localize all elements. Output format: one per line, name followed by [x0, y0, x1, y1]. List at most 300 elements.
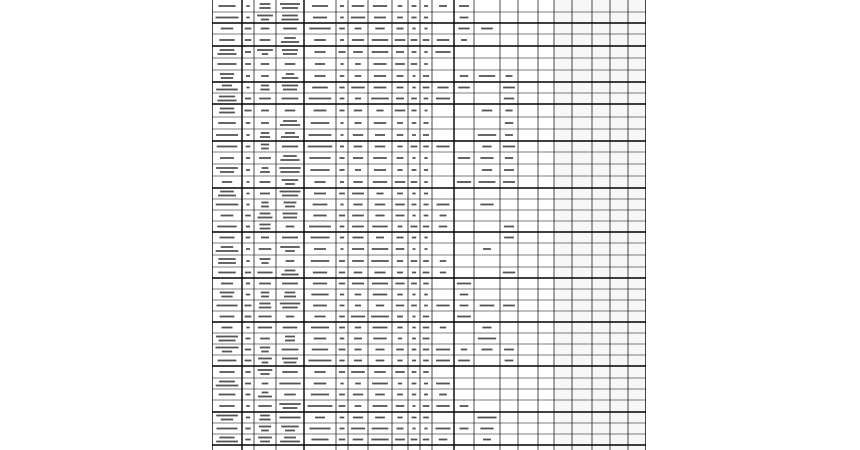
cell-text-smudge: [219, 405, 234, 407]
cell-text-smudge: [259, 426, 271, 428]
cell-text-smudge: [339, 394, 345, 396]
cell-text-smudge: [339, 316, 345, 318]
cell-text-smudge: [284, 437, 296, 439]
cell-text-smudge: [308, 405, 333, 407]
cell-text-smudge: [371, 260, 388, 262]
cell-text-smudge: [412, 327, 415, 329]
cell-text-smudge: [423, 204, 428, 206]
cell-text-smudge: [395, 63, 405, 65]
cell-text-smudge: [395, 39, 406, 41]
cell-text-smudge: [261, 292, 270, 294]
cell-text-smudge: [283, 53, 297, 55]
cell-text-smudge: [222, 85, 232, 87]
cell-text-smudge: [313, 215, 326, 217]
cell-text-smudge: [436, 360, 450, 362]
cell-text-smudge: [376, 360, 385, 362]
cell-text-smudge: [283, 327, 298, 329]
cell-text-smudge: [340, 204, 343, 206]
cell-text-smudge: [339, 28, 345, 30]
cell-text-smudge: [245, 63, 251, 65]
cell-text-smudge: [480, 204, 493, 206]
cell-text-smudge: [355, 405, 362, 407]
cell-text-smudge: [339, 360, 344, 362]
cell-text-smudge: [411, 260, 418, 262]
cell-text-smudge: [219, 39, 234, 41]
cell-text-smudge: [282, 146, 298, 148]
cell-text-smudge: [351, 371, 365, 373]
cell-text-smudge: [283, 28, 297, 30]
cell-text-smudge: [411, 283, 417, 285]
cell-text-smudge: [246, 394, 251, 396]
cell-text-smudge: [372, 383, 388, 385]
cell-text-smudge: [480, 305, 495, 307]
cell-text-smudge: [398, 226, 403, 228]
cell-text-smudge: [460, 428, 469, 430]
cell-text-smudge: [424, 169, 428, 171]
cell-text-smudge: [372, 428, 389, 430]
cell-text-smudge: [261, 148, 269, 150]
cell-text-smudge: [372, 327, 387, 329]
cell-text-smudge: [283, 155, 297, 157]
cell-text-smudge: [353, 181, 362, 183]
cell-text-smudge: [282, 15, 298, 17]
cell-text-smudge: [281, 274, 298, 276]
cell-text-smudge: [423, 226, 429, 228]
cell-text-smudge: [352, 193, 364, 195]
cell-text-smudge: [423, 75, 429, 77]
cell-text-smudge: [425, 110, 428, 112]
cell-text-smudge: [440, 260, 446, 262]
cell-text-smudge: [411, 305, 417, 307]
cell-text-smudge: [339, 87, 344, 89]
cell-text-smudge: [247, 181, 250, 183]
cell-text-smudge: [245, 51, 251, 53]
cell-text-smudge: [374, 17, 386, 19]
cell-text-smudge: [315, 417, 325, 419]
cell-text-smudge: [220, 108, 234, 110]
cell-text-smudge: [398, 383, 402, 385]
cell-text-smudge: [219, 394, 236, 396]
cell-text-smudge: [424, 51, 427, 53]
cell-text-smudge: [375, 134, 385, 136]
cell-text-smudge: [313, 305, 327, 307]
cell-text-smudge: [309, 134, 332, 136]
cell-text-smudge: [424, 98, 429, 100]
cell-text-smudge: [312, 87, 328, 89]
cell-text-smudge: [440, 215, 447, 217]
cell-text-smudge: [314, 51, 325, 53]
cell-text-smudge: [351, 316, 365, 318]
cell-text-smudge: [245, 305, 252, 307]
cell-text-smudge: [246, 327, 249, 329]
cell-text-smudge: [339, 439, 345, 441]
cell-text-smudge: [435, 51, 450, 53]
cell-text-smudge: [340, 383, 343, 385]
cell-text-smudge: [261, 296, 269, 298]
cell-text-smudge: [397, 169, 402, 171]
cell-text-smudge: [352, 226, 364, 228]
cell-text-smudge: [311, 394, 329, 396]
cell-text-smudge: [457, 316, 471, 318]
cell-text-smudge: [311, 260, 329, 262]
cell-text-smudge: [246, 237, 250, 239]
cell-text-smudge: [353, 134, 363, 136]
cell-text-smudge: [458, 28, 469, 30]
cell-text-smudge: [339, 405, 346, 407]
cell-text-smudge: [424, 394, 428, 396]
cell-text-smudge: [244, 110, 251, 112]
cell-text-smudge: [216, 17, 239, 19]
cell-text-smudge: [245, 39, 251, 41]
cell-text-smudge: [314, 371, 325, 373]
cell-text-smudge: [458, 87, 470, 89]
cell-text-smudge: [246, 204, 249, 206]
cell-text-smudge: [339, 193, 345, 195]
cell-text-smudge: [354, 349, 361, 351]
cell-text-smudge: [261, 85, 269, 87]
cell-text-smudge: [424, 305, 428, 307]
cell-text-smudge: [246, 146, 251, 148]
cell-text-smudge: [279, 383, 300, 385]
cell-text-smudge: [395, 110, 406, 112]
cell-text-smudge: [410, 226, 417, 228]
cell-text-smudge: [246, 122, 251, 124]
cell-text-smudge: [373, 405, 388, 407]
cell-text-smudge: [282, 237, 298, 239]
cell-text-smudge: [261, 351, 268, 353]
cell-text-smudge: [216, 250, 239, 252]
cell-text-smudge: [340, 417, 345, 419]
cell-text-smudge: [505, 134, 513, 136]
cell-text-smudge: [437, 39, 450, 41]
cell-text-smudge: [505, 360, 514, 362]
cell-text-smudge: [423, 146, 429, 148]
cell-text-smudge: [395, 371, 405, 373]
cell-text-smudge: [374, 272, 385, 274]
cell-text-smudge: [282, 85, 298, 87]
cell-text-smudge: [396, 349, 404, 351]
cell-text-smudge: [412, 87, 415, 89]
cell-text-smudge: [483, 248, 491, 250]
cell-text-smudge: [396, 248, 405, 250]
cell-text-smudge: [503, 305, 515, 307]
cell-text-smudge: [340, 5, 344, 7]
cell-text-smudge: [395, 181, 406, 183]
cell-text-smudge: [216, 415, 238, 417]
cell-text-smudge: [221, 246, 234, 248]
cell-text-smudge: [261, 144, 269, 146]
cell-text-smudge: [311, 237, 330, 239]
cell-text-smudge: [221, 77, 233, 79]
cell-text-smudge: [246, 193, 249, 195]
cell-text-smudge: [339, 110, 344, 112]
cell-text-smudge: [412, 134, 416, 136]
cell-text-smudge: [282, 283, 298, 285]
cell-text-smudge: [353, 51, 363, 53]
cell-text-smudge: [261, 63, 270, 65]
cell-text-smudge: [282, 349, 299, 351]
cell-text-smudge: [398, 5, 403, 7]
cell-text-smudge: [280, 171, 299, 173]
cell-text-smudge: [215, 347, 238, 349]
cell-text-smudge: [461, 349, 467, 351]
cell-text-smudge: [397, 327, 402, 329]
cell-text-smudge: [372, 39, 388, 41]
cell-text-smudge: [261, 237, 269, 239]
cell-text-smudge: [412, 5, 417, 7]
cell-text-smudge: [340, 146, 344, 148]
cell-text-smudge: [283, 120, 297, 122]
cell-text-smudge: [314, 383, 327, 385]
cell-text-smudge: [340, 338, 345, 340]
cell-text-smudge: [504, 349, 514, 351]
cell-text-smudge: [439, 439, 448, 441]
cell-text-smudge: [436, 428, 451, 430]
cell-text-smudge: [396, 305, 404, 307]
cell-text-smudge: [282, 179, 299, 181]
cell-text-smudge: [375, 204, 385, 206]
cell-text-smudge: [286, 316, 294, 318]
cell-text-smudge: [423, 417, 429, 419]
cell-text-smudge: [282, 7, 298, 9]
cell-text-smudge: [261, 122, 269, 124]
cell-text-smudge: [246, 248, 250, 250]
cell-text-smudge: [258, 396, 272, 398]
cell-text-smudge: [412, 394, 416, 396]
cell-text-smudge: [246, 405, 250, 407]
cell-text-smudge: [314, 110, 327, 112]
cell-text-smudge: [439, 394, 447, 396]
cell-text-smudge: [218, 122, 236, 124]
cell-text-smudge: [284, 202, 297, 204]
cell-text-smudge: [412, 51, 417, 53]
cell-text-smudge: [246, 134, 249, 136]
cell-text-smudge: [423, 272, 430, 274]
cell-text-smudge: [222, 351, 232, 353]
cell-text-smudge: [314, 248, 326, 250]
cell-text-smudge: [397, 417, 402, 419]
cell-text-smudge: [397, 260, 403, 262]
cell-text-smudge: [261, 262, 268, 264]
cell-text-smudge: [246, 169, 250, 171]
cell-text-smudge: [355, 75, 362, 77]
cell-text-smudge: [283, 217, 297, 219]
cell-text-smudge: [260, 258, 271, 260]
cell-text-smudge: [245, 428, 250, 430]
cell-text-smudge: [309, 28, 330, 30]
cell-text-smudge: [261, 28, 270, 30]
cell-text-smudge: [340, 39, 344, 41]
cell-text-smudge: [313, 283, 327, 285]
cell-text-smudge: [411, 17, 416, 19]
cell-text-smudge: [373, 181, 387, 183]
cell-text-smudge: [314, 193, 326, 195]
cell-text-smudge: [353, 417, 363, 419]
cell-text-smudge: [313, 204, 328, 206]
cell-text-smudge: [503, 272, 515, 274]
cell-text-smudge: [482, 327, 491, 329]
cell-text-smudge: [412, 272, 416, 274]
cell-text-smudge: [412, 338, 416, 340]
cell-text-smudge: [353, 394, 363, 396]
cell-text-smudge: [218, 5, 235, 7]
cell-text-smudge: [372, 51, 389, 53]
cell-text-smudge: [371, 98, 389, 100]
cell-text-smudge: [280, 191, 301, 193]
cell-text-smudge: [354, 338, 362, 340]
cell-text-smudge: [245, 371, 250, 373]
cell-text-smudge: [221, 28, 234, 30]
cell-text-smudge: [283, 213, 298, 215]
cell-text-smudge: [375, 394, 385, 396]
cell-text-smudge: [308, 360, 331, 362]
cell-text-smudge: [423, 338, 430, 340]
cell-text-smudge: [281, 426, 299, 428]
cell-text-smudge: [340, 75, 345, 77]
cell-text-smudge: [374, 122, 386, 124]
cell-text-smudge: [397, 134, 403, 136]
cell-text-smudge: [352, 39, 364, 41]
cell-text-smudge: [286, 73, 294, 75]
cell-text-smudge: [261, 202, 268, 204]
cell-text-smudge: [412, 157, 415, 159]
cell-text-smudge: [216, 134, 238, 136]
cell-text-smudge: [219, 112, 235, 114]
cell-text-smudge: [286, 226, 295, 228]
cell-text-smudge: [216, 385, 239, 387]
cell-text-smudge: [258, 217, 273, 219]
cell-text-smudge: [279, 167, 300, 169]
cell-text-smudge: [285, 250, 295, 252]
cell-text-smudge: [339, 283, 345, 285]
cell-text-smudge: [424, 5, 428, 7]
cell-text-smudge: [217, 100, 236, 102]
blank-columns-shade: [554, 0, 646, 450]
cell-text-smudge: [282, 358, 298, 360]
cell-text-smudge: [424, 157, 427, 159]
cell-text-smudge: [411, 98, 417, 100]
cell-text-smudge: [354, 272, 363, 274]
cell-text-smudge: [375, 146, 386, 148]
cell-text-smudge: [315, 63, 325, 65]
cell-text-smudge: [479, 181, 496, 183]
cell-text-smudge: [246, 157, 250, 159]
cell-text-smudge: [261, 430, 269, 432]
cell-text-smudge: [309, 428, 330, 430]
cell-text-smudge: [221, 215, 234, 217]
cell-text-smudge: [503, 181, 515, 183]
cell-text-smudge: [220, 171, 234, 173]
cell-text-smudge: [282, 371, 297, 373]
cell-text-smudge: [423, 360, 429, 362]
cell-text-smudge: [246, 226, 250, 228]
cell-text-smudge: [339, 157, 344, 159]
cell-text-smudge: [483, 439, 491, 441]
cell-text-smudge: [260, 441, 270, 443]
cell-text-smudge: [396, 28, 403, 30]
cell-text-smudge: [423, 260, 429, 262]
cell-text-smudge: [283, 407, 298, 409]
cell-text-smudge: [374, 169, 386, 171]
cell-text-smudge: [353, 204, 362, 206]
cell-text-smudge: [279, 403, 300, 405]
cell-text-smudge: [310, 169, 329, 171]
cell-text-smudge: [482, 110, 493, 112]
cell-text-smudge: [480, 157, 493, 159]
cell-text-smudge: [412, 428, 415, 430]
cell-text-smudge: [285, 132, 295, 134]
cell-text-smudge: [477, 417, 496, 419]
cell-text-smudge: [219, 371, 234, 373]
cell-text-smudge: [245, 316, 252, 318]
cell-text-smudge: [222, 181, 232, 183]
cell-text-smudge: [284, 394, 296, 396]
cell-text-smudge: [221, 419, 233, 421]
cell-text-smudge: [396, 51, 404, 53]
cell-text-smudge: [460, 294, 468, 296]
cell-text-smudge: [411, 63, 418, 65]
cell-text-smudge: [505, 122, 513, 124]
cell-text-smudge: [284, 296, 296, 298]
cell-text-smudge: [504, 237, 514, 239]
cell-text-smudge: [259, 303, 270, 305]
cell-text-smudge: [259, 248, 272, 250]
cell-text-smudge: [218, 360, 237, 362]
cell-text-smudge: [355, 169, 361, 171]
cell-text-smudge: [376, 110, 383, 112]
cell-text-smudge: [424, 193, 428, 195]
cell-text-smudge: [220, 292, 235, 294]
cell-text-smudge: [412, 417, 417, 419]
cell-text-smudge: [245, 360, 252, 362]
cell-text-smudge: [504, 226, 514, 228]
cell-text-smudge: [314, 316, 325, 318]
cell-text-smudge: [460, 17, 469, 19]
cell-text-smudge: [308, 146, 333, 148]
cell-text-smudge: [260, 3, 271, 5]
cell-text-smudge: [376, 237, 384, 239]
cell-text-smudge: [397, 122, 403, 124]
cell-text-smudge: [423, 405, 430, 407]
cell-text-smudge: [373, 157, 387, 159]
cell-text-smudge: [216, 204, 239, 206]
cell-text-smudge: [219, 437, 234, 439]
cell-text-smudge: [314, 181, 325, 183]
cell-text-smudge: [340, 17, 344, 19]
cell-text-smudge: [439, 5, 447, 7]
cell-text-smudge: [260, 136, 270, 138]
cell-text-smudge: [375, 215, 384, 217]
cell-text-smudge: [423, 283, 428, 285]
cell-text-smudge: [338, 51, 345, 53]
cell-text-smudge: [412, 237, 416, 239]
cell-text-smudge: [220, 191, 234, 193]
cell-text-smudge: [424, 28, 427, 30]
cell-text-smudge: [221, 283, 233, 285]
cell-text-smudge: [220, 73, 234, 75]
cell-text-smudge: [376, 193, 383, 195]
cell-text-smudge: [259, 283, 271, 285]
cell-text-smudge: [314, 75, 325, 77]
cell-text-smudge: [423, 87, 430, 89]
cell-text-smudge: [340, 181, 344, 183]
cell-text-smudge: [423, 439, 429, 441]
cell-text-smudge: [372, 283, 388, 285]
cell-text-smudge: [339, 272, 345, 274]
cell-text-smudge: [460, 75, 469, 77]
cell-text-smudge: [217, 146, 238, 148]
cell-text-smudge: [260, 373, 269, 375]
